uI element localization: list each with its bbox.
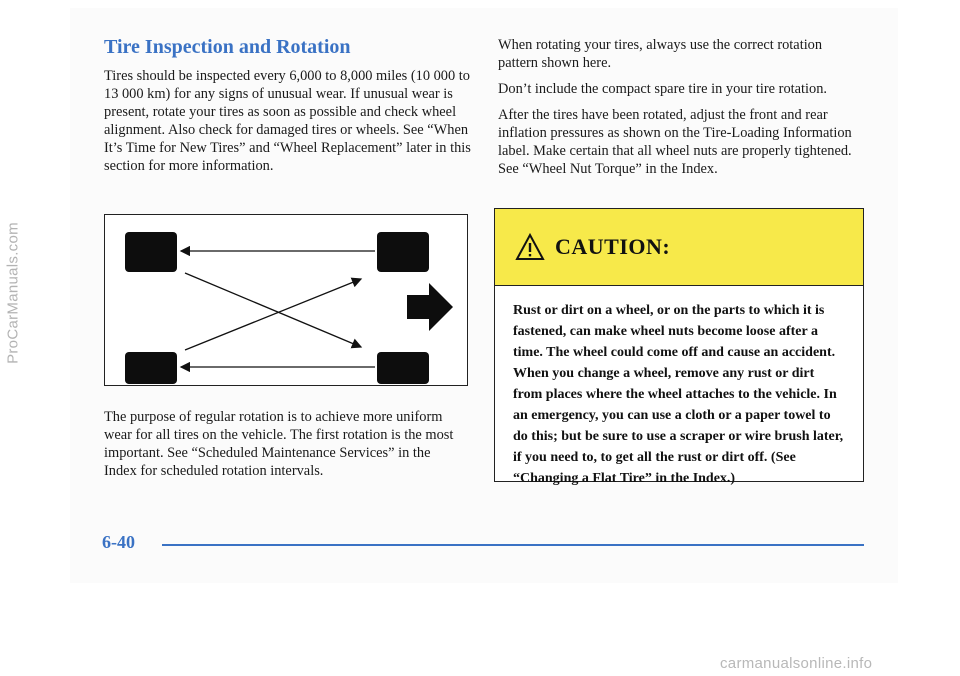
caution-body: Rust or dirt on a wheel, or on the parts to which it is fastened, can make wheel nuts become loose after a time. The wheel could come off and cause an accident. When you change a wheel, remove any rust or dirt from places where the wheel attaches to the vehicle. In an emergency, you can use a cloth or a paper towel to do this; but be sure to use a scraper or wire brush later, if you need to, to get all the rust or dirt off. (See “Changing a Flat Tire” in the Index.) [513, 303, 844, 486]
bottom-watermark: carmanualsonline.info [720, 655, 873, 672]
cross-arrow-to-front-right [185, 279, 361, 350]
inspection-paragraph: Tires should be inspected every 6,000 to 8,000 miles (10 000 to 13 000 km) for any signs of unusual wear. If unusual wear is present, rotate your tires as soon as possible and check wheel alignment. Also check for damaged tires or wheels. See “When It’s Time for New Tires” and “Wheel Replacement” later in this section for more information. [104, 68, 471, 174]
caution-box [494, 208, 864, 486]
forward-direction-arrow-icon [407, 283, 453, 331]
cross-arrow-to-rear-right [185, 273, 361, 347]
tire-rotation-diagram [104, 214, 468, 386]
footer-rule [162, 544, 864, 546]
page-number: 6-40 [102, 532, 135, 552]
caution-heading: CAUTION: [555, 234, 671, 259]
side-watermark-text: ProCarManuals.com [4, 222, 22, 364]
side-watermark [4, 178, 22, 408]
purpose-block [104, 408, 460, 480]
front-right-tire [377, 232, 429, 272]
front-left-tire [125, 232, 177, 272]
purpose-paragraph: The purpose of regular rotation is to achieve more uniform wear for all tires on the vehicle. The first rotation is the most important. See “Scheduled Maintenance Services” in the Index for scheduled rotation intervals. [104, 409, 454, 479]
rear-left-tire [125, 352, 177, 384]
rear-right-tire [377, 352, 429, 384]
right-column [498, 36, 864, 178]
after-rotation-paragraph: After the tires have been rotated, adjust the front and rear inflation pressures as shown on the Tire-Loading Information label. Make certain that all wheel nuts are properly tightened. See “Wheel Nut Torque” in the Index. [498, 107, 852, 177]
rotation-pattern-graphic [105, 215, 467, 385]
page-footer [102, 532, 864, 556]
caution-header [495, 209, 863, 286]
spare-tire-paragraph: Don’t include the compact spare tire in your tire rotation. [498, 81, 828, 97]
rotation-pattern-paragraph: When rotating your tires, always use the correct rotation pattern shown here. [498, 37, 823, 71]
left-column [104, 36, 474, 175]
warning-triangle-icon [515, 233, 545, 261]
section-title: Tire Inspection and Rotation [104, 36, 351, 58]
